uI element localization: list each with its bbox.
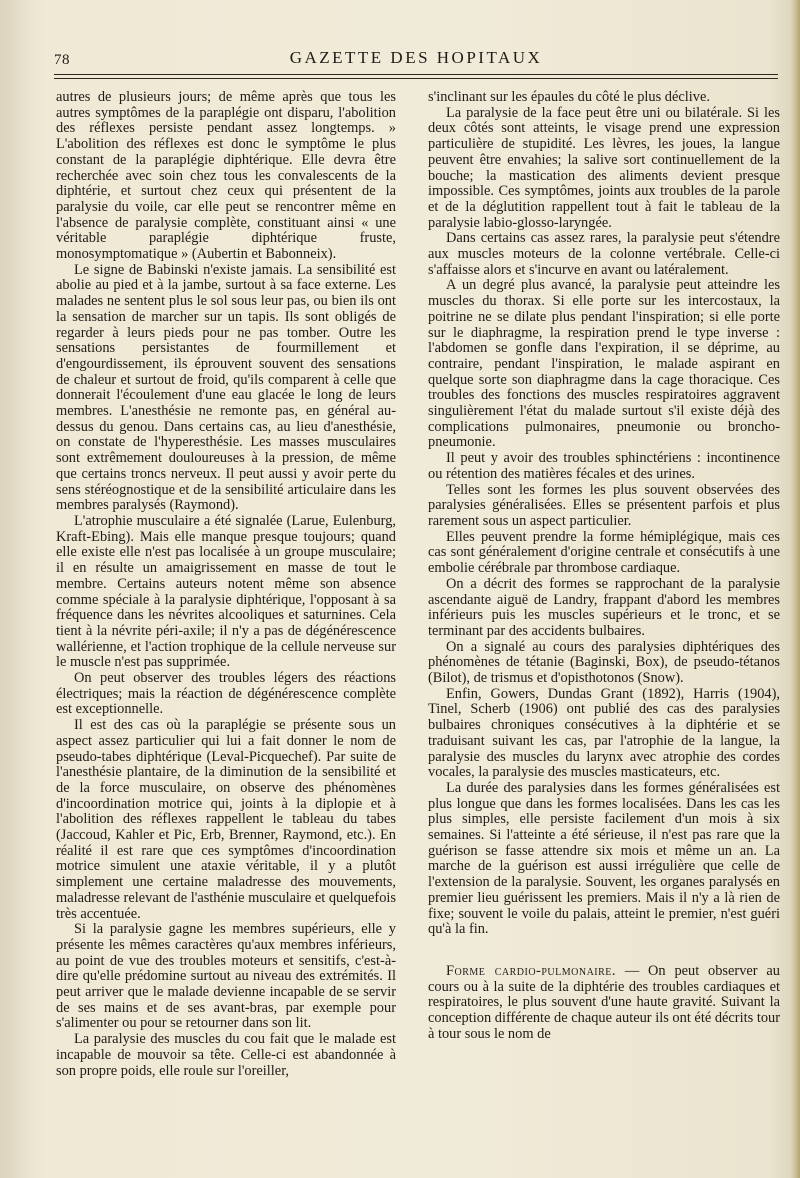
paragraph: La paralysie de la face peut être uni ou bilatérale. Si les deux côtés sont atteints, le visage prend une expression particulière de stupidité. Les lèvres, les joues, la langue peuvent être envahies; la salive sort continuellement de la bouche; la mastication des aliments devient presque impossible. Ces symptômes, joints aux troubles de la parole et de la déglutition rappellent tout à fait le tableau de la paralysie labio-glosso-laryngée. [428,104,780,231]
binding-edge-right [790,0,800,1178]
left-column [56,90,396,1110]
section-paragraph [428,964,780,1043]
paragraph: autres de plusieurs jours; de même après que tous les autres symptômes de la paraplégie ont disparu, l'abolition des réflexes persiste pendant assez longtemps. » L'abolition des réflexes est donc le symptôme le plus constant de la paraplégie diphtérique. Elle devra être recherchée avec soin chez tous les convalescents de la diphtérie, et surtout chez ceux qui présentent de la paralysie du voile, car elle peut se rencontrer même en l'absence de paralysie complète, constituant ainsi « une véritable paraplégie diphtérique fruste, monosymptomatique » (Aubertin et Babonneix). [56,89,396,263]
paragraph: On a signalé au cours des paralysies diphtériques des phénomènes de tétanie (Baginski, Box), de pseudo-tétanos (Bilot), de trismus et d'opisthotonos (Snow). [428,638,780,687]
paragraph: s'inclinant sur les épaules du côté le plus déclive. [428,89,710,105]
page-header [54,46,778,76]
paragraph: A un degré plus avancé, la paralysie peut atteindre les muscles du thorax. Si elle porte sur les intercostaux, la poitrine ne se dilate plus pendant l'inspiration; si elle porte sur le diaphragme, la respiration prend le type inverse : l'abdomen se gonfle dans l'expiration, il se déprime, au contraire, pendant l'inspiration, le malade aspirant en quelque sorte son diaphragme dans la cage thoracique. Ces troubles des fonctions des muscles respiratoires aggravent singulièrement l'état du malade surtout s'il existe déjà des complications pulmonaires, pneumonie ou broncho-pneumonie. [428,277,780,451]
section-heading: Forme cardio-pulmonaire. [446,962,616,979]
paragraph: Il est des cas où la paraplégie se présente sous un aspect assez particulier qui lui a fait donner le nom de pseudo-tabes diphtérique (Leval-Picquechef). Par suite de l'anesthésie plantaire, de la diminution de la sensibilité et de la force musculaire, on observe des phénomènes d'incoordination motrice qui, joints à la diplopie et à l'abolition des réflexes rappellent le tableau du tabes (Jaccoud, Kahler et Pic, Erb, Brenner, Raymond, etc.). En réalité il est rare que ces symptômes d'incoordination motrice simulent une ataxie véritable, il y a plutôt simplement une certaine maladresse des mouvements, maladresse relevant de l'asthénie musculaire et quelquefois très accentuée. [56,717,396,922]
paragraph: Dans certains cas assez rares, la paralysie peut s'étendre aux muscles moteurs de la colonne vertébrale. Celle-ci s'affaisse alors et s'incurve en avant ou latéralement. [428,230,780,278]
paragraph: La durée des paralysies dans les formes généralisées est plus longue que dans les formes localisées. Dans les cas les plus simples, elle persiste facilement d'un mois à six semaines. Si l'atteinte a été sérieuse, il n'est pas rare que la guérison se fasse attendre six mois et même un an. La marche de la guérison est aussi irrégulière que celle de l'extension de la paralysie. Souvent, les organes paralysés en premier lieu guérissent les premiers. Mais il n'y a là rien de fixe; souvent le voile du palais, atteint le premier, n'est guéri qu'à la fin. [428,779,780,938]
binding-edge-left [0,0,30,1178]
header-rule-thick [54,74,778,75]
right-column [428,90,780,1110]
header-rule-thin [54,78,778,79]
paragraph: Telles sont les formes les plus souvent observées des paralysies généralisées. Elles se présentent parfois et plus rarement sous un aspect particulier. [428,481,780,529]
paragraph: Elles peuvent prendre la forme hémiplégique, mais ces cas sont généralement d'origine centrale et consécutifs à une embolie cérébrale par thrombose cardiaque. [428,528,780,577]
page-number: 78 [54,52,70,68]
paragraph: Si la paralysie gagne les membres supérieurs, elle y présente les mêmes caractères qu'aux membres inférieurs, au point de vue des troubles moteurs et sensitifs, c'est-à-dire qu'elle prédomine surtout au niveau des extrémités. Il peut arriver que le malade devienne incapable de se servir de ses mains et de ses avant-bras, par exemple pour s'alimenter ou pour se retourner dans son lit. [56,921,396,1032]
paragraph: Il peut y avoir des troubles sphinctériens : incontinence ou rétention des matières fécales et des urines. [428,450,780,482]
publication-title: GAZETTE DES HOPITAUX [289,48,543,67]
paragraph: On a décrit des formes se rapprochant de la paralysie ascendante aiguë de Landry, frappant d'abord les membres inférieurs puis les muscles supérieurs et le tronc, et se terminant par des accidents bulbaires. [428,575,780,639]
paragraph: L'atrophie musculaire a été signalée (Larue, Eulenburg, Kraft-Ebing). Mais elle manque presque toujours; quand elle existe elle n'est pas localisée à un groupe musculaire; il en résulte un amaigrissement en masse de tout le membre. Certains auteurs notent même son absence comme spéciale à la paralysie diphtérique, l'opposant à sa fréquence dans les névrites alcooliques et saturnines. Cela tient à la névrite péri-axile; il n'y a pas de dégénérescence wallérienne, et l'action trophique de la cellule nerveuse sur le muscle n'est pas supprimée. [56,512,396,671]
paragraph: Le signe de Babinski n'existe jamais. La sensibilité est abolie au pied et à la jambe, surtout à sa face externe. Les malades ne sentent plus le sol sous leur pas, ou bien ils ont la sensation de marcher sur un tapis. Ils sont obligés de regarder à leurs pieds pour ne pas tomber. Outre les sensations persistantes de fourmillement et d'engourdissement, ils éprouvent souvent des sensations de chaleur et surtout de froid, qu'ils comparent à celle que donnerait l'écoulement d'une eau glacée le long de leurs membres. L'anesthésie ne remonte pas, en général au-dessus du genou. Dans certains cas, au lieu d'anesthésie, on constate de l'hyperesthésie. Les masses musculaires sont extrêmement douloureuses à la pression, de même que certains troncs nerveux. Il peut aussi y avoir perte du sens stéréognostique et de la sensibilité articulaire dans les membres paralysés (Raymond). [56,261,396,514]
section-text: — On peut observer au cours ou à la suite de la diphtérie des troubles cardiaques et respiratoires, le plus souvent d'une haute gravité. Suivant la conception différente de chaque auteur ils ont été décrits tour à tour sous le nom de [428,962,780,1042]
paragraph: Enfin, Gowers, Dundas Grant (1892), Harris (1904), Tinel, Scherb (1906) ont publié des cas des paralysies bulbaires chroniques consécutives à la diphtérie et se traduisant suivant les cas, par l'atrophie de la langue, la paralysie des muscles du larynx avec atrophie des cordes vocales, la paralysie des muscles masticateurs, etc. [428,685,780,781]
paragraph: La paralysie des muscles du cou fait que le malade est incapable de mouvoir sa tête. Celle-ci est abandonnée à son propre poids, elle roule sur l'oreiller, [56,1031,396,1079]
paragraph: On peut observer des troubles légers des réactions électriques; mais la réaction de dégénérescence complète est exceptionnelle. [56,670,396,718]
